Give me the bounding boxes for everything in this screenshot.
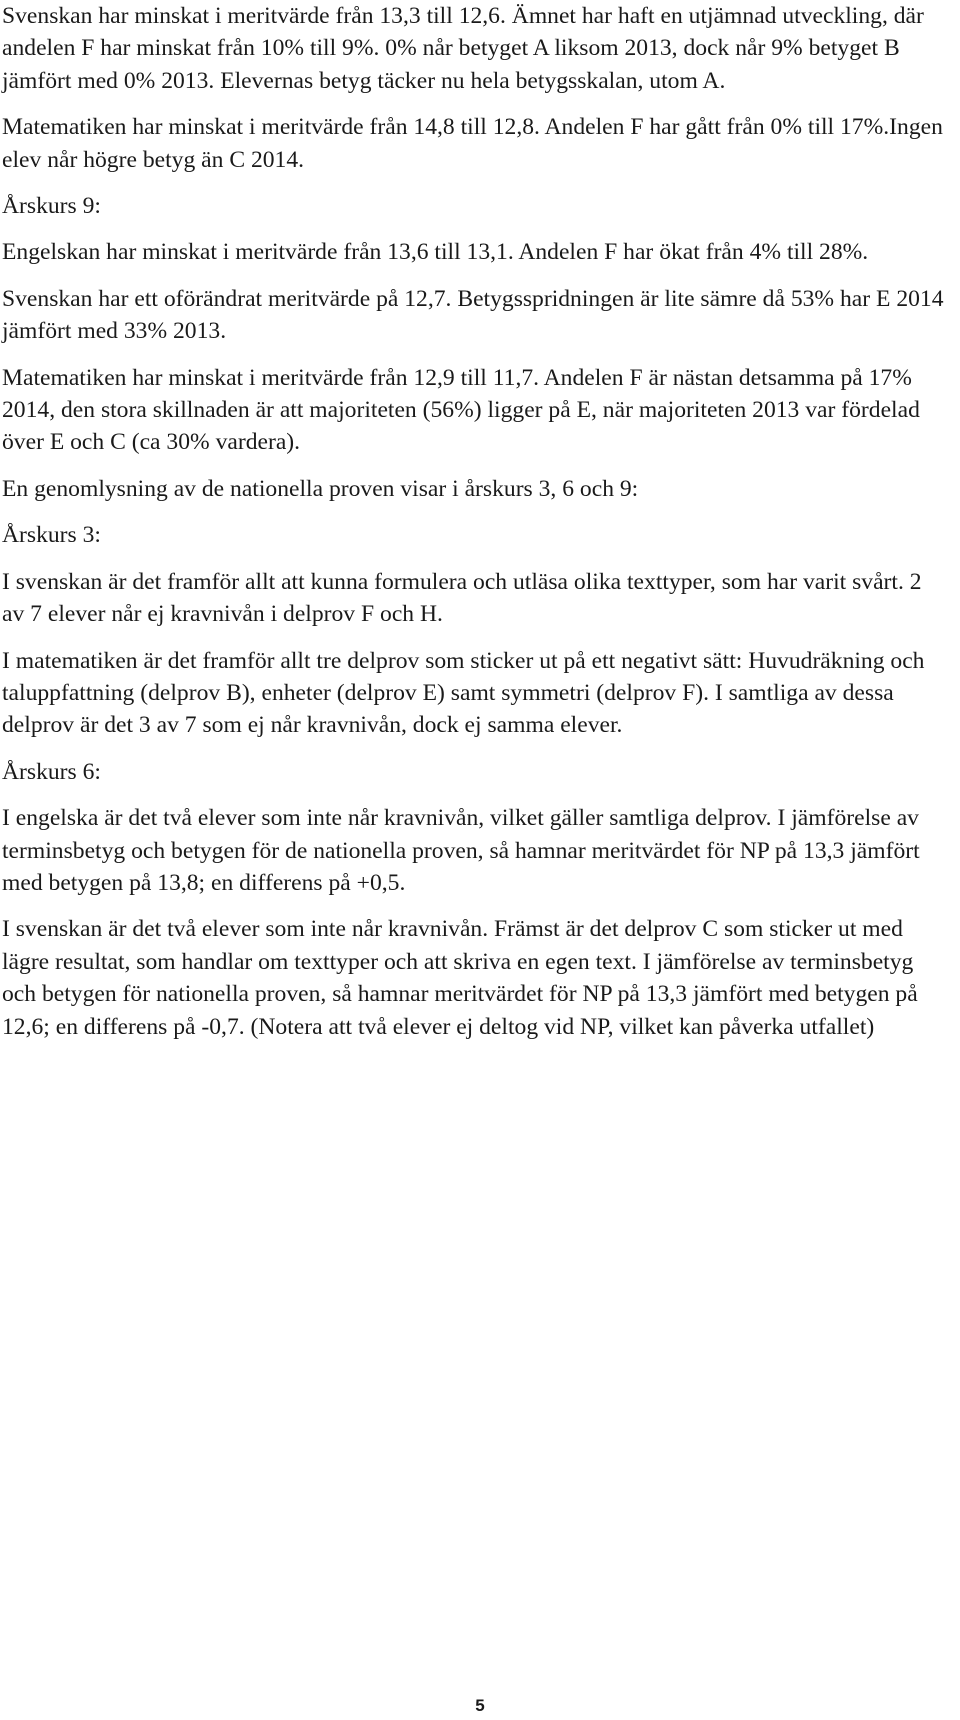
heading-arskurs-9: Årskurs 9: bbox=[2, 193, 101, 220]
heading-arskurs-6: Årskurs 6: bbox=[2, 758, 101, 785]
paragraph-matematiken-np-ak3: I matematiken är det framför allt tre delprov som sticker ut på ett negativt sätt: Huvudräkning och taluppfattning (delprov B), enheter (delprov E) samt symmetri (delprov F). I samtliga av dessa delprov är det 3 av 7 som ej når kravnivån, dock ej samma elever. bbox=[2, 647, 925, 739]
paragraph-engelska-np-ak6: I engelska är det två elever som inte når kravnivån, vilket gäller samtliga delprov. I jämförelse av terminsbetyg och betygen för de nationella proven, så hamnar meritvärdet för NP på 13,3 jämfört med betygen på 13,8; en differens på +0,5. bbox=[2, 805, 920, 896]
heading-arskurs-3: Årskurs 3: bbox=[2, 522, 101, 549]
paragraph-svenskan-np-ak6: I svenskan är det två elever som inte når kravnivån. Främst är det delprov C som sticker ut med lägre resultat, som handlar om texttyper och att skriva en egen text. I jämförelse av terminsbetyg och betygen för nationella proven, så hamnar meritvärdet för NP på 13,3 jämfört med betygen på 12,6; en differens på -0,7. (Notera att två elever ej deltog vid NP, vilket kan påverka utfallet) bbox=[2, 916, 918, 1040]
paragraph-engelskan-ak9: Engelskan har minskat i meritvärde från 13,6 till 13,1. Andelen F har ökat från 4% till 28%. bbox=[2, 239, 869, 266]
paragraph-matematiken-ak9: Matematiken har minskat i meritvärde från 12,9 till 11,7. Andelen F är nästan detsamma på 17% 2014, den stora skillnaden är att majoriteten (56%) ligger på E, när majoriteten 2013 var fördelad över E och C (ca 30% vardera). bbox=[2, 364, 920, 456]
paragraph-svenskan-ak6: Svenskan har minskat i meritvärde från 13,3 till 12,6. Ämnet har haft en utjämnad utveckling, där andelen F har minskat från 10% till 9%. 0% når betyget A liksom 2013, dock når 9% betyget B jämfört med 0% 2013. Elevernas betyg täcker nu hela betygsskalan, utom A. bbox=[2, 3, 924, 94]
paragraph-svenskan-ak9: Svenskan har ett oförändrat meritvärde på 12,7. Betygsspridningen är lite sämre då 53% har E 2014 jämfört med 33% 2013. bbox=[2, 285, 944, 345]
page-number: 5 bbox=[475, 1696, 485, 1715]
paragraph-matematiken-ak6: Matematiken har minskat i meritvärde från 14,8 till 12,8. Andelen F har gått från 0% till 17%.Ingen elev når högre betyg än C 2014. bbox=[2, 114, 943, 173]
paragraph-nationella-proven-intro: En genomlysning av de nationella proven visar i årskurs 3, 6 och 9: bbox=[2, 475, 639, 502]
paragraph-svenskan-np-ak3: I svenskan är det framför allt att kunna formulera och utläsa olika texttyper, som har varit svårt. 2 av 7 elever når ej kravnivån i delprov F och H. bbox=[2, 568, 922, 628]
